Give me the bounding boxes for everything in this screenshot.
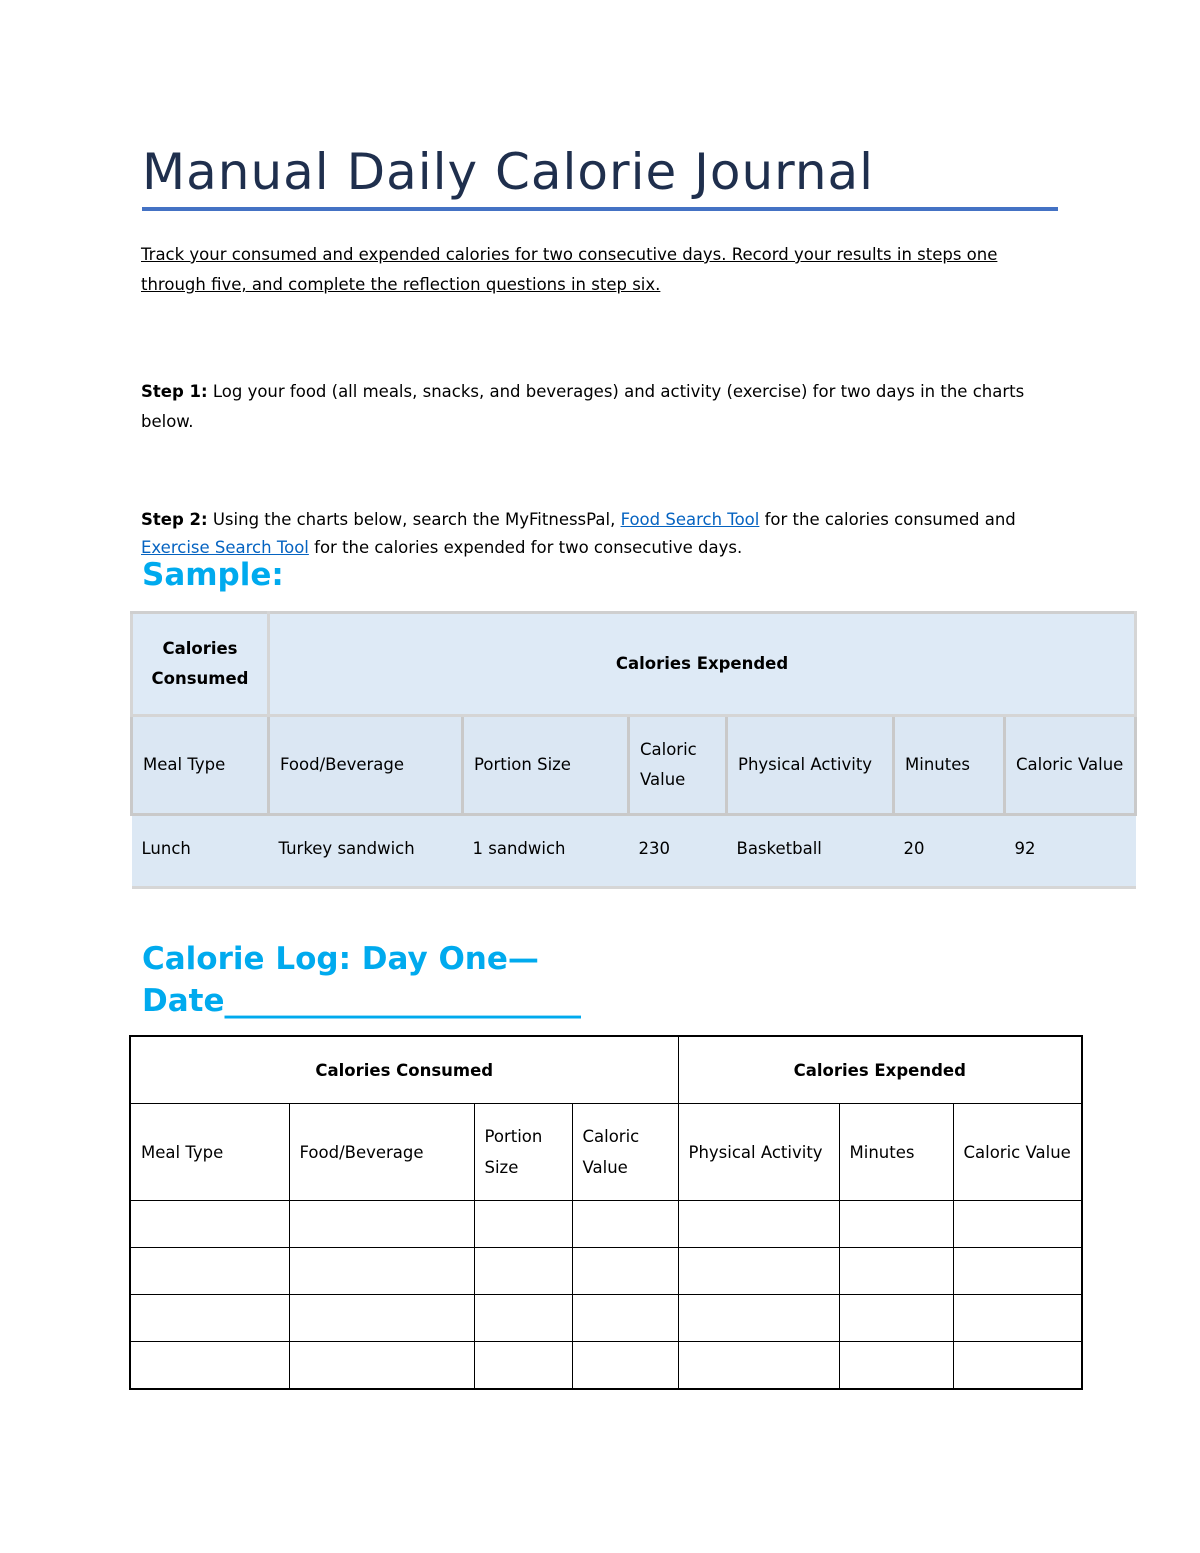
table-row [130,1295,1082,1342]
title-underline-rule [142,207,1058,211]
log-col-food-beverage: Food/Beverage [289,1104,474,1201]
log-entry-cell[interactable] [953,1295,1082,1342]
log-col-portion-size: Portion Size [474,1104,572,1201]
log-entry-cell[interactable] [678,1201,839,1248]
log-entry-cell[interactable] [474,1201,572,1248]
step-2-label: Step 2: [141,510,208,529]
sample-cell-meal-type: Lunch [132,815,269,888]
sample-cell-physical-activity: Basketball [727,815,894,888]
log-col-physical-activity: Physical Activity [678,1104,839,1201]
log-entry-cell[interactable] [130,1201,289,1248]
log-entry-cell[interactable] [474,1248,572,1295]
log-entry-cell[interactable] [678,1342,839,1390]
step-2-text-after: for the calories expended for two consecutive days. [308,538,743,557]
log-col-meal-type: Meal Type [130,1104,289,1201]
sample-col-meal-type: Meal Type [132,716,269,815]
log-column-header-row [130,1104,1082,1201]
log-entry-cell[interactable] [678,1295,839,1342]
sample-group-header-consumed: Calories Consumed [132,613,269,716]
log-entry-cell[interactable] [130,1295,289,1342]
step-1-label: Step 1: [141,382,208,401]
log-entry-cell[interactable] [289,1295,474,1342]
log-entry-cell[interactable] [474,1295,572,1342]
log-entry-cell[interactable] [839,1248,953,1295]
day-one-log-heading: Calorie Log: Day One—Date_______________________ [142,941,581,1019]
food-search-tool-link[interactable]: Food Search Tool [620,510,760,529]
log-col-caloric-value-expended: Caloric Value [953,1104,1082,1201]
intro-instructions: Track your consumed and expended calories for two consecutive days. Record your results in steps one through five, and complete the reflection questions in step six. [141,245,998,294]
log-entry-cell[interactable] [572,1342,678,1390]
log-entry-cell[interactable] [572,1295,678,1342]
sample-cell-food-beverage: Turkey sandwich [269,815,463,888]
step-1-text: Log your food (all meals, snacks, and beverages) and activity (exercise) for two days in the charts below. [141,382,1025,431]
sample-cell-caloric-value-consumed: 230 [629,815,727,888]
document-title: Manual Daily Calorie Journal [142,143,875,201]
log-entry-cell[interactable] [289,1248,474,1295]
table-row [132,815,1136,888]
log-entry-cell[interactable] [678,1248,839,1295]
sample-col-caloric-value-expended: Caloric Value [1005,716,1136,815]
sample-col-food-beverage: Food/Beverage [269,716,463,815]
log-entry-cell[interactable] [572,1248,678,1295]
sample-cell-minutes: 20 [894,815,1005,888]
sample-cell-portion-size: 1 sandwich [463,815,629,888]
sample-group-header-row [132,613,1136,716]
log-group-header-expended: Calories Expended [678,1036,1082,1104]
log-group-header-row [130,1036,1082,1104]
table-row [130,1342,1082,1390]
step-1-paragraph [141,377,1071,437]
sample-group-header-expended: Calories Expended [269,613,1136,716]
log-col-minutes: Minutes [839,1104,953,1201]
sample-col-minutes: Minutes [894,716,1005,815]
log-group-header-consumed: Calories Consumed [130,1036,678,1104]
day-one-log-table [129,1035,1083,1390]
log-entry-cell[interactable] [289,1201,474,1248]
table-row [130,1248,1082,1295]
table-row [130,1201,1082,1248]
log-entry-cell[interactable] [839,1295,953,1342]
step-2-paragraph [141,506,1081,562]
log-entry-cell[interactable] [130,1342,289,1390]
step-2-text-middle: for the calories consumed and [759,510,1016,529]
sample-col-caloric-value-consumed: Caloric Value [629,716,727,815]
log-entry-cell[interactable] [953,1248,1082,1295]
log-entry-cell[interactable] [130,1248,289,1295]
sample-column-header-row [132,716,1136,815]
sample-table [130,611,1137,889]
sample-heading: Sample: [142,557,284,593]
sample-cell-caloric-value-expended: 92 [1005,815,1136,888]
step-2-text-before: Using the charts below, search the MyFitnessPal, [207,510,621,529]
log-col-caloric-value-consumed: Caloric Value [572,1104,678,1201]
sample-col-portion-size: Portion Size [463,716,629,815]
log-entry-cell[interactable] [953,1201,1082,1248]
log-entry-cell[interactable] [953,1342,1082,1390]
exercise-search-tool-link[interactable]: Exercise Search Tool [141,538,309,557]
log-entry-cell[interactable] [839,1342,953,1390]
log-entry-cell[interactable] [839,1201,953,1248]
log-entry-cell[interactable] [289,1342,474,1390]
sample-col-physical-activity: Physical Activity [727,716,894,815]
log-entry-cell[interactable] [572,1201,678,1248]
log-entry-cell[interactable] [474,1342,572,1390]
